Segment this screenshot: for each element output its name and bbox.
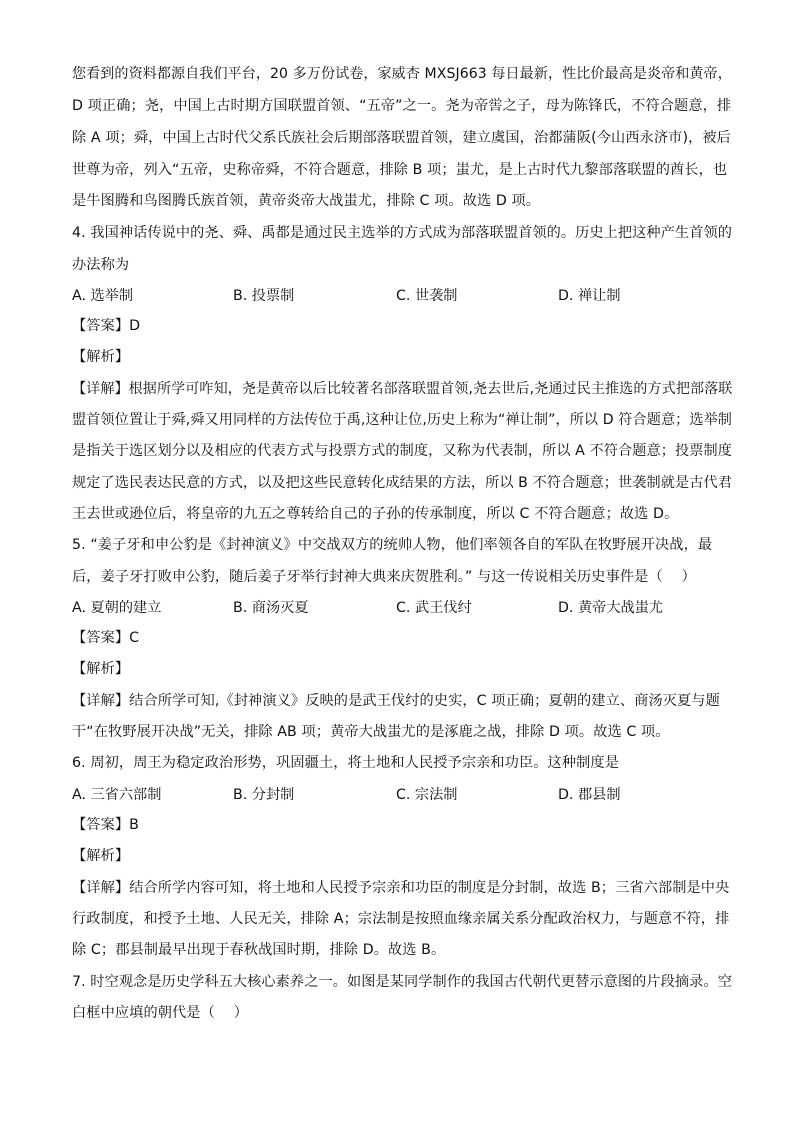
q6-analysis-label: 【解析】: [72, 848, 130, 864]
q4-answer: 【答案】D: [72, 318, 141, 334]
q4-options: [72, 286, 732, 306]
intro-line: 除 A 项；舜，中国上古时代父系氏族社会后期部落联盟首领，建立虞国，治都蒲阪(今山西永济市)，被后: [72, 130, 731, 146]
q6-option-c: C. 宗法制: [396, 787, 458, 803]
intro-line: 您看到的资料都源自我们平台，20 多万份试卷，家威杏 MXSJ663 每日最新，性比价最高是炎帝和黄帝，: [72, 66, 732, 82]
q6-options: [72, 785, 732, 805]
q5-options: [72, 598, 732, 618]
q5-option-a: A. 夏朝的建立: [72, 600, 162, 616]
q5-stem: 5. “姜子牙和申公豹是《封神演义》中交战双方的统帅人物，他们率领各自的军队在牧野展开决战，最: [72, 537, 713, 553]
q6-option-b: B. 分封制: [233, 787, 295, 803]
q5-detail: 干“在牧野展开决战”无关，排除 AB 项；黄帝大战蚩尤的是涿鹿之战，排除 D 项。故选 C 项。: [72, 724, 670, 740]
q6-answer: 【答案】B: [72, 817, 139, 833]
q5-analysis-label: 【解析】: [72, 661, 130, 677]
q4-option-d: D. 禅让制: [558, 288, 621, 304]
q7-stem: 白框中应填的朝代是（ ）: [72, 1005, 249, 1021]
q4-detail: 盟首领位置让于舜,舜又用同样的方法传位于禹,这种让位,历史上称为“禅让制”，所以 D 符合题意；选举制: [72, 412, 733, 428]
q4-stem: 4. 我国神话传说中的尧、舜、禹都是通过民主选举的方式成为部落联盟首领的。历史上把这种产生首领的: [72, 225, 732, 241]
q5-answer: 【答案】C: [72, 630, 140, 646]
q4-option-a: A. 选举制: [72, 288, 134, 304]
q6-stem: 6. 周初，周王为稳定政治形势，巩固疆土，将土地和人民授予宗亲和功臣。这种制度是: [72, 755, 619, 771]
q5-option-b: B. 商汤灭夏: [233, 600, 309, 616]
q4-detail: 【详解】根据所学可咋知，尧是黄帝以后比较著名部落联盟首领,尧去世后,尧通过民主推选的方式把部落联: [72, 381, 733, 397]
intro-line: 是牛图腾和鸟图腾氏族首领，黄帝炎帝大战蚩尤，排除 C 项。故选 D 项。: [72, 193, 541, 209]
q5-option-c: C. 武王伐纣: [396, 600, 472, 616]
q4-analysis-label: 【解析】: [72, 349, 130, 365]
q6-detail: 行政制度，和授予土地、人民无关，排除 A；宗法制是按照血缘亲属关系分配政治权力，与题意不符，排: [72, 911, 730, 927]
q6-option-a: A. 三省六部制: [72, 787, 162, 803]
q5-option-d: D. 黄帝大战蚩尤: [558, 600, 664, 616]
intro-line: 世尊为帝，列入“五帝，史称帝舜，不符合题意，排除 B 项；蚩尤，是上古时代九黎部落联盟的酋长，也: [72, 162, 728, 178]
q4-detail: 王去世或逊位后，将皇帝的九五之尊转给自己的子孙的传承制度，所以 C 不符合题意；故选 D。: [72, 506, 679, 522]
q4-detail: 是指关于选区划分以及相应的代表方式与投票方式的制度，又称为代表制，所以 A 不符合题意；投票制度: [72, 443, 732, 459]
q5-stem: 后，姜子牙打败申公豹，随后姜子牙举行封神大典来庆贺胜利。” 与这一传说相关历史事件是（ ）: [72, 569, 696, 585]
q4-stem: 办法称为: [72, 257, 130, 273]
q6-option-d: D. 郡县制: [558, 787, 621, 803]
q5-detail: 【详解】结合所学可知,《封神演义》反映的是武王伐纣的史实，C 项正确；夏朝的建立、商汤灭夏与题: [72, 693, 720, 709]
intro-line: D 项正确；尧，中国上古时期方国联盟首领、“五帝”之一。尧为帝喾之子，母为陈锋氏，不符合题意，排: [72, 98, 732, 114]
q7-stem: 7. 时空观念是历史学科五大核心素养之一。如图是某同学制作的我国古代朝代更替示意图的片段摘录。空: [72, 974, 732, 990]
q4-option-c: C. 世袭制: [396, 288, 458, 304]
q6-detail: 【详解】结合所学内容可知，将土地和人民授予宗亲和功臣的制度是分封制，故选 B；三省六部制是中央: [72, 880, 730, 896]
q6-detail: 除 C；郡县制最早出现于春秋战国时期，排除 D。故选 B。: [72, 942, 446, 958]
q4-detail: 规定了选民表达民意的方式，以及把这些民意转化成结果的方法，所以 B 不符合题意；世袭制就是古代君: [72, 475, 733, 491]
q4-option-b: B. 投票制: [233, 288, 295, 304]
